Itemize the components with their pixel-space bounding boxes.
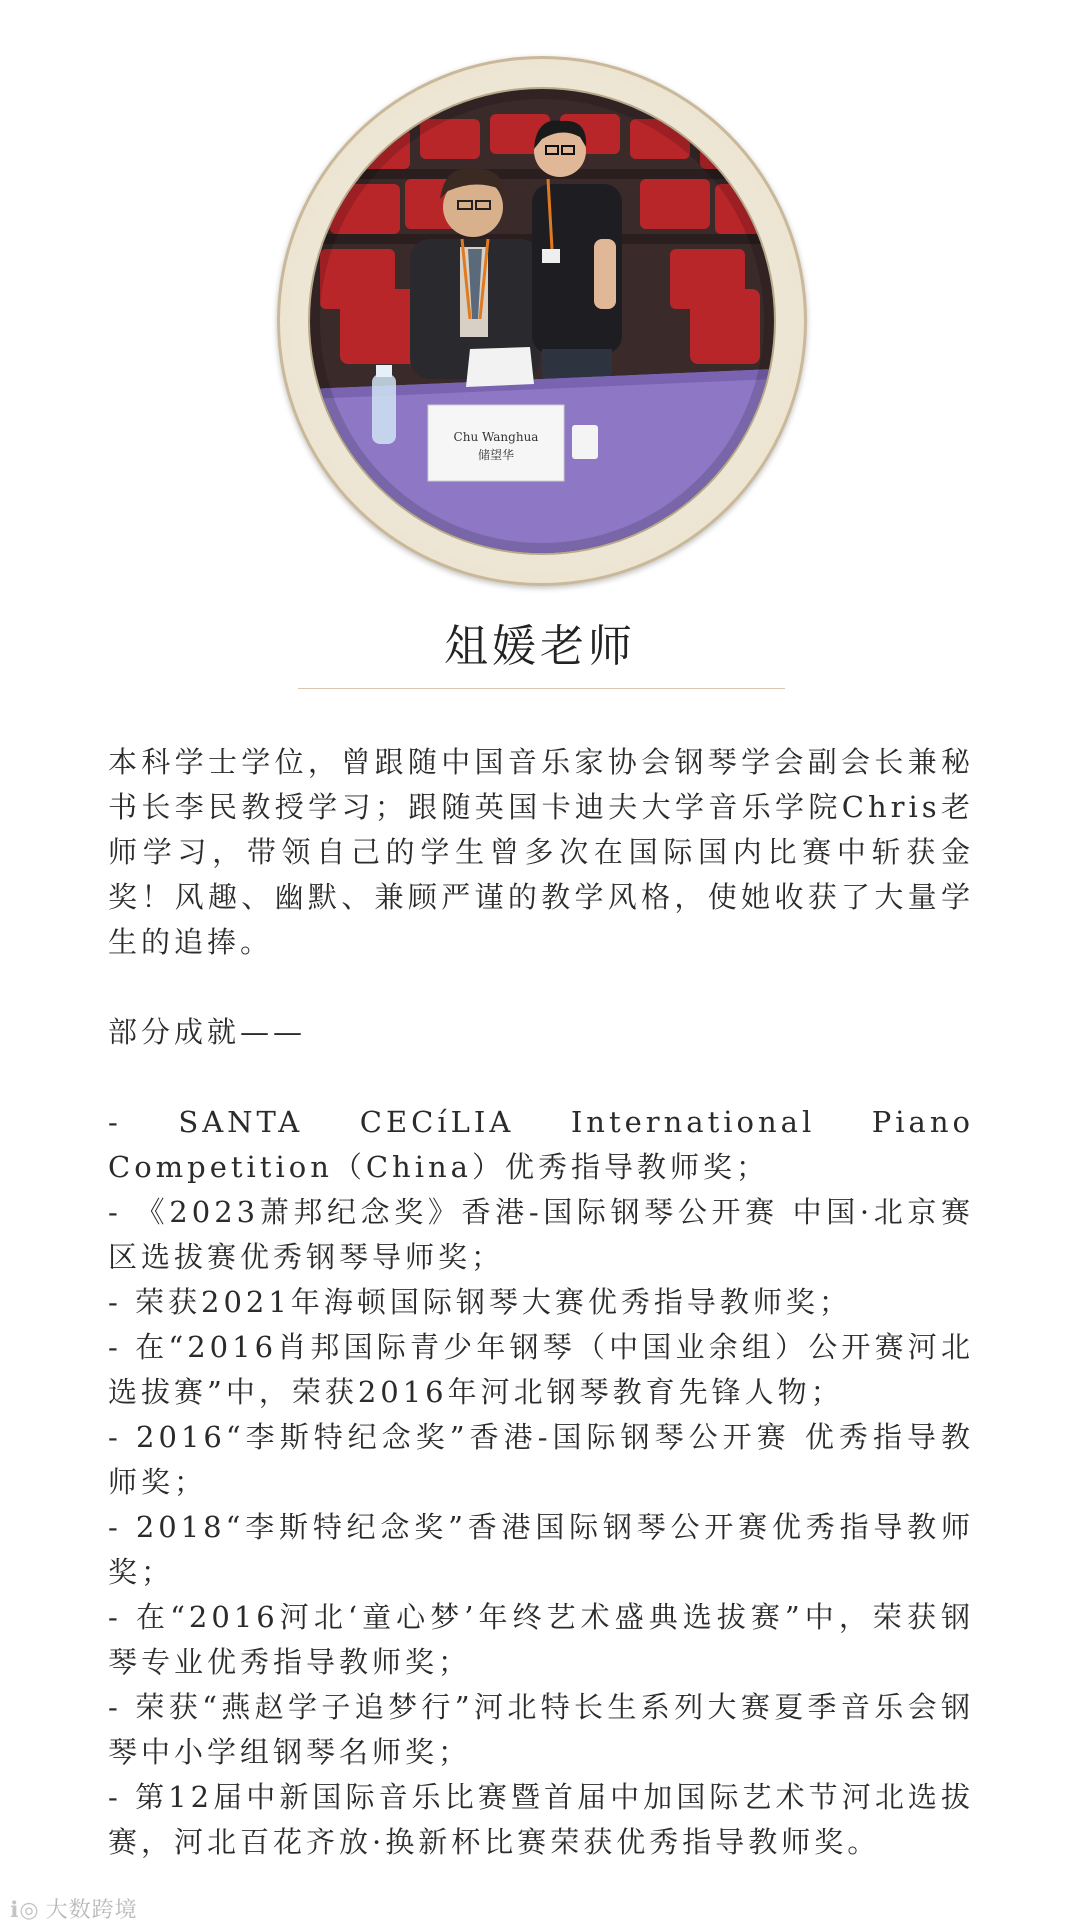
photo-illustration	[310, 89, 774, 553]
achievements-heading: 部分成就——	[108, 1015, 307, 1049]
watermark	[10, 1893, 138, 1924]
achievement-item: - 在“2016肖邦国际青少年钢琴（中国业余组）公开赛河北选拔赛”中，荣获2016年河北钢琴教育先锋人物；	[108, 1330, 974, 1409]
bio-content	[108, 740, 974, 1865]
achievements-list	[108, 1100, 974, 1865]
watermark-text: 大数跨境	[45, 1898, 138, 1923]
name-divider	[298, 688, 785, 689]
bio-paragraph: 本科学士学位，曾跟随中国音乐家协会钢琴学会副会长兼秘书长李民教授学习；跟随英国卡迪夫大学音乐学院Chris老师学习，带领自己的学生曾多次在国际国内比赛中斩获金奖！风趣、幽默、兼顾严谨的教学风格，使她收获了大量学生的追捧。	[108, 745, 974, 959]
spacer	[108, 1055, 974, 1100]
watermark-logo-icon: ℹ◎	[10, 1898, 40, 1923]
nameplate-line1: Chu Wanghua	[453, 430, 539, 444]
nameplate-line2: 储望华	[477, 448, 515, 462]
achievement-item: - 2016“李斯特纪念奖”香港-国际钢琴公开赛 优秀指导教师奖；	[108, 1420, 974, 1499]
teacher-photo	[310, 89, 774, 553]
achievement-item: - 荣获“燕赵学子追梦行”河北特长生系列大赛夏季音乐会钢琴中小学组钢琴名师奖；	[108, 1690, 974, 1769]
portrait-frame	[277, 56, 807, 586]
achievement-item: - SANTA CECíLIA International Piano Competition（China）优秀指导教师奖；	[108, 1105, 974, 1184]
achievement-item: - 第12届中新国际音乐比赛暨首届中加国际艺术节河北选拔赛，河北百花齐放·换新杯比赛荣获优秀指导教师奖。	[108, 1780, 974, 1859]
teacher-name: 俎媛老师	[444, 621, 636, 672]
achievement-item: - 在“2016河北‘童心梦’年终艺术盛典选拔赛”中，荣获钢琴专业优秀指导教师奖；	[108, 1600, 974, 1679]
achievement-item: - 2018“李斯特纪念奖”香港国际钢琴公开赛优秀指导教师奖；	[108, 1510, 974, 1589]
achievement-item: - 《2023萧邦纪念奖》香港-国际钢琴公开赛 中国·北京赛区选拔赛优秀钢琴导师奖；	[108, 1195, 974, 1274]
achievement-item: - 荣获2021年海顿国际钢琴大赛优秀指导教师奖；	[108, 1285, 852, 1319]
